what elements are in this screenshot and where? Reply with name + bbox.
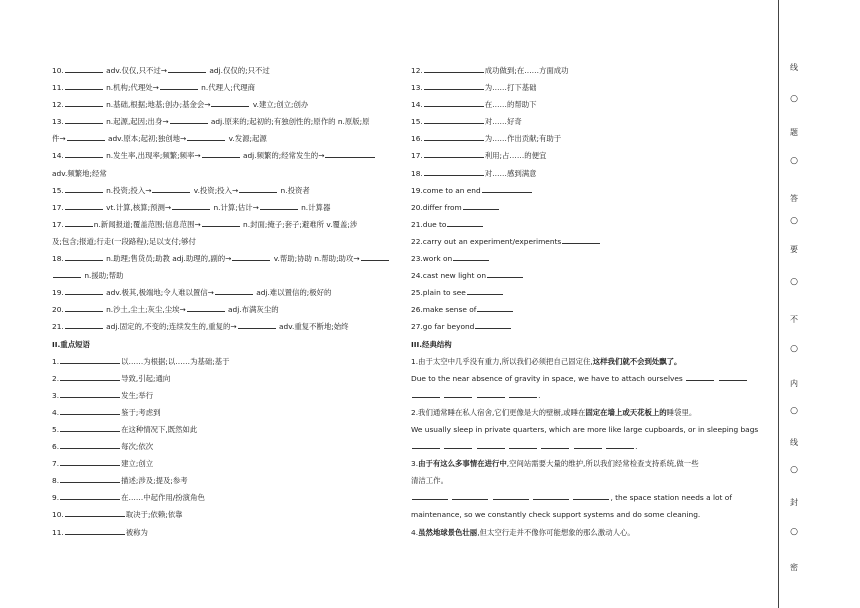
answer-blank[interactable] xyxy=(53,268,81,278)
answer-blank[interactable] xyxy=(170,114,208,124)
answer-blank[interactable] xyxy=(509,388,537,398)
answer-blank[interactable] xyxy=(60,473,120,483)
binding-char: 密 xyxy=(790,563,798,572)
answer-blank[interactable] xyxy=(215,285,253,295)
answer-blank[interactable] xyxy=(60,405,120,415)
sentence-blanks: . xyxy=(411,438,756,455)
binding-char: 线 xyxy=(790,63,798,72)
answer-blank[interactable] xyxy=(361,251,389,261)
binding-char: 答 xyxy=(790,194,798,203)
answer-blank[interactable] xyxy=(65,148,103,158)
phrase-item: 18. 对……感到满意 xyxy=(411,165,756,182)
en-phrase-item: 19.come to an end xyxy=(411,182,756,199)
answer-blank[interactable] xyxy=(65,97,103,107)
phrase-item: 13. 为……打下基础 xyxy=(411,79,756,96)
answer-blank[interactable] xyxy=(424,97,484,107)
circle-icon: ○ xyxy=(790,156,798,166)
answer-blank[interactable] xyxy=(541,439,569,449)
binding-char: 线 xyxy=(790,438,798,447)
answer-blank[interactable] xyxy=(477,388,505,398)
word-item: 18. n.助理;售货员;助教 adj.助理的,副的→ v.帮助;协助 n.帮助;助攻→ xyxy=(52,250,392,267)
en-phrase-item: 22.carry out an experiment/experiments xyxy=(411,233,756,250)
binding-line xyxy=(778,0,779,608)
answer-blank[interactable] xyxy=(412,490,448,500)
binding-char: 封 xyxy=(790,498,798,507)
answer-blank[interactable] xyxy=(65,302,103,312)
phrase-item: 9. 在……中起作用/扮演角色 xyxy=(52,489,392,506)
en-phrase-item: 27.go far beyond xyxy=(411,318,756,335)
answer-blank[interactable] xyxy=(187,131,225,141)
circle-icon: ○ xyxy=(790,216,798,226)
answer-blank[interactable] xyxy=(187,302,225,312)
sentence-en: , the space station needs a lot of xyxy=(411,489,756,506)
sentence-cn: 3.由于有这么多事情在进行中,空间站需要大量的维护,所以我们经常检查支持系统,做一些 xyxy=(411,459,699,469)
phrase-item: 4. 鉴于;考虑到 xyxy=(52,404,392,421)
answer-blank[interactable] xyxy=(60,371,120,381)
answer-blank[interactable] xyxy=(211,97,249,107)
binding-char: 题 xyxy=(790,128,798,137)
answer-blank[interactable] xyxy=(60,490,120,500)
word-item: 21. adj.固定的,不变的;连续发生的,重复的→ adv.重复不断地;始终 xyxy=(52,318,392,335)
answer-blank[interactable] xyxy=(606,439,634,449)
binding-char: 内 xyxy=(790,379,798,388)
word-item: adv.频繁地;经常 xyxy=(52,168,107,178)
answer-blank[interactable] xyxy=(453,251,489,261)
section-title: III.经典结构 xyxy=(411,339,452,349)
answer-blank[interactable] xyxy=(172,200,210,210)
answer-blank[interactable] xyxy=(463,200,499,210)
word-item: 17. n.新闻报道;覆盖范围;信息范围→ n.封面;掩子;套子;避难所 v.覆盖;涉 xyxy=(52,216,392,233)
phrase-item: 14. 在……的帮助下 xyxy=(411,96,756,113)
answer-blank[interactable] xyxy=(65,183,103,193)
binding-char: 不 xyxy=(790,315,798,324)
answer-blank[interactable] xyxy=(444,439,472,449)
circle-icon: ○ xyxy=(790,406,798,416)
word-item: 19. adv.极其,极端地;令人难以置信→ adj.难以置信的;极好的 xyxy=(52,284,392,301)
answer-blank[interactable] xyxy=(719,371,747,381)
answer-blank[interactable] xyxy=(509,439,537,449)
sentence-cn: 2.我们通常睡在私人宿舍,它们更像是大的壁橱,或睡在固定在墙上或天花板上的睡袋里。 xyxy=(411,407,697,417)
answer-blank[interactable] xyxy=(60,456,120,466)
phrase-item: 8. 描述;涉及;提及;参考 xyxy=(52,472,392,489)
answer-blank[interactable] xyxy=(467,285,503,295)
word-item: 12. n.基础,根据;地基;创办;基金会→ v.建立;创立;创办 xyxy=(52,96,392,113)
answer-blank[interactable] xyxy=(424,114,484,124)
en-phrase-item: 26.make sense of xyxy=(411,301,756,318)
word-item: 13. n.起源,起因;出身→ adj.原来的;起初的;有独创性的;原作的 n.原版;原 xyxy=(52,113,392,130)
answer-blank[interactable] xyxy=(477,302,513,312)
answer-blank[interactable] xyxy=(412,439,440,449)
en-phrase-item: 20.differ from xyxy=(411,199,756,216)
answer-blank[interactable] xyxy=(686,371,714,381)
en-phrase-item: 23.work on xyxy=(411,250,756,267)
answer-blank[interactable] xyxy=(65,251,103,261)
answer-blank[interactable] xyxy=(452,490,488,500)
left-column xyxy=(52,62,392,541)
answer-blank[interactable] xyxy=(562,234,600,244)
phrase-item: 3. 发生;举行 xyxy=(52,387,392,404)
word-item: 14. n.发生率,出现率;频繁;频率→ adj.频繁的;经常发生的→ xyxy=(52,147,392,164)
phrase-item: 5. 在这种情况下,既然如此 xyxy=(52,421,392,438)
right-column xyxy=(411,62,759,541)
answer-blank[interactable] xyxy=(60,422,120,432)
answer-blank[interactable] xyxy=(65,507,125,517)
phrase-item: 1. 以……为根据;以……为基础;基于 xyxy=(52,353,392,370)
phrase-item: 16. 为……作出贡献;有助于 xyxy=(411,130,756,147)
phrase-item: 11. 被称为 xyxy=(52,524,392,541)
sentence-cn: 清洁工作。 xyxy=(411,476,448,486)
circle-icon: ○ xyxy=(790,465,798,475)
phrase-item: 6. 每次;依次 xyxy=(52,438,392,455)
sentence-blanks: . xyxy=(411,387,756,404)
answer-blank[interactable] xyxy=(65,200,103,210)
answer-blank[interactable] xyxy=(232,251,270,261)
answer-blank[interactable] xyxy=(325,148,375,158)
word-item: 及;包含;报道;行走(一段路程);足以支付;够付 xyxy=(52,236,196,246)
answer-blank[interactable] xyxy=(573,490,609,500)
answer-blank[interactable] xyxy=(412,388,440,398)
circle-icon: ○ xyxy=(790,94,798,104)
circle-icon: ○ xyxy=(790,277,798,287)
answer-blank[interactable] xyxy=(65,63,103,73)
answer-blank[interactable] xyxy=(487,268,523,278)
word-item: 15. n.投资;投入→ v.投资;投入→ n.投资者 xyxy=(52,182,392,199)
circle-icon: ○ xyxy=(790,527,798,537)
word-item: 20. n.沙土,尘土;灰尘,尘埃→ adj.布满灰尘的 xyxy=(52,301,392,318)
answer-blank[interactable] xyxy=(60,354,120,364)
answer-blank[interactable] xyxy=(60,388,120,398)
answer-blank[interactable] xyxy=(447,217,483,227)
answer-blank[interactable] xyxy=(65,80,103,90)
answer-blank[interactable] xyxy=(477,439,505,449)
answer-blank[interactable] xyxy=(533,490,569,500)
answer-blank[interactable] xyxy=(493,490,529,500)
circle-icon: ○ xyxy=(790,344,798,354)
answer-blank[interactable] xyxy=(67,131,105,141)
en-phrase-item: 24.cast new light on xyxy=(411,267,756,284)
answer-blank[interactable] xyxy=(424,63,484,73)
answer-blank[interactable] xyxy=(65,114,103,124)
answer-blank[interactable] xyxy=(238,319,276,329)
answer-blank[interactable] xyxy=(65,525,125,535)
en-phrase-item: 21.due to xyxy=(411,216,756,233)
answer-blank[interactable] xyxy=(160,80,198,90)
phrase-item: 17. 利用;占……的便宜 xyxy=(411,147,756,164)
answer-blank[interactable] xyxy=(152,183,190,193)
word-item: 11. n.机构;代理处→ n.代理人;代理商 xyxy=(52,79,392,96)
phrase-item: 12. 成功做到;在……方面成功 xyxy=(411,62,756,79)
answer-blank[interactable] xyxy=(65,319,103,329)
section-title: II.重点短语 xyxy=(52,339,90,349)
answer-blank[interactable] xyxy=(239,183,277,193)
answer-blank[interactable] xyxy=(202,148,240,158)
answer-blank[interactable] xyxy=(424,80,484,90)
en-phrase-item: 25.plain to see xyxy=(411,284,756,301)
answer-blank[interactable] xyxy=(574,439,602,449)
sentence-en: Due to the near absence of gravity in space, we have to attach ourselves xyxy=(411,370,756,387)
word-item: 件→ adv.原本;起初;独创地→ v.发源;起源 xyxy=(52,130,392,147)
answer-blank[interactable] xyxy=(424,166,484,176)
answer-blank[interactable] xyxy=(202,217,240,227)
answer-blank[interactable] xyxy=(424,148,484,158)
answer-blank[interactable] xyxy=(65,285,103,295)
answer-blank[interactable] xyxy=(168,63,206,73)
phrase-item: 10. 取决于;依赖;依靠 xyxy=(52,506,392,523)
word-item: 17. vt.计算,核算;预测→ n.计算;估计→ n.计算器 xyxy=(52,199,392,216)
word-item: 10. adv.仅仅,只不过→ adj.仅仅的;只不过 xyxy=(52,62,392,79)
phrase-item: 2. 导致,引起;通向 xyxy=(52,370,392,387)
phrase-item: 7. 建立;创立 xyxy=(52,455,392,472)
answer-blank[interactable] xyxy=(65,217,93,227)
word-item: n.援助;帮助 xyxy=(52,267,392,284)
sentence-en: We usually sleep in private quarters, which are more like large cupboards, or in sleeping bags xyxy=(411,424,759,434)
answer-blank[interactable] xyxy=(260,200,298,210)
answer-blank[interactable] xyxy=(60,439,120,449)
phrase-item: 15. 对……好奇 xyxy=(411,113,756,130)
answer-blank[interactable] xyxy=(444,388,472,398)
binding-char: 要 xyxy=(790,245,798,254)
sentence-en: maintenance, so we constantly check support systems and do some cleaning. xyxy=(411,510,701,520)
answer-blank[interactable] xyxy=(482,183,532,193)
sentence-cn: 4.虽然地球景色壮丽,但太空行走并不像你可能想象的那么激动人心。 xyxy=(411,527,635,537)
answer-blank[interactable] xyxy=(424,131,484,141)
sentence-cn: 1.由于太空中几乎没有重力,所以我们必须把自己固定住,这样我们就不会到处飘了。 xyxy=(411,356,682,366)
answer-blank[interactable] xyxy=(475,319,511,329)
